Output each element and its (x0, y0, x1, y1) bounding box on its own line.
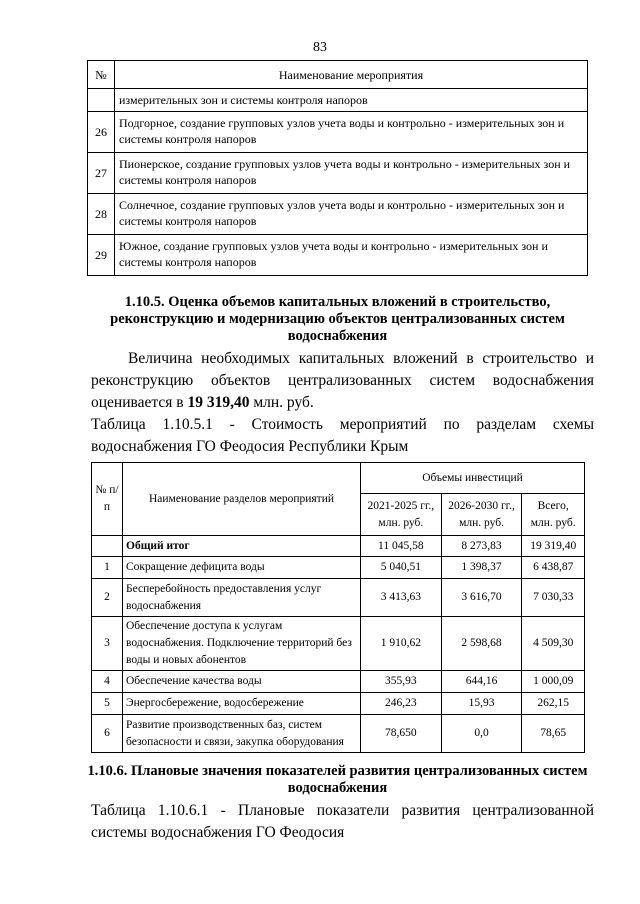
row-name: Бесперебойность предоставления услуг водоснабжения (123, 579, 361, 617)
row-text: Подгорное, создание групповых узлов учета воды и контрольно - измерительных зон и системы контроля напоров (115, 112, 588, 153)
table-row (88, 235, 588, 276)
row-value-2026-2030: 15,93 (441, 693, 522, 715)
row-value-2021-2025: 78,650 (361, 715, 442, 753)
row-number: 27 (88, 153, 115, 194)
table-row (92, 617, 585, 671)
table-caption-1-10-5-1: Таблица 1.10.5.1 - Стоимость мероприятий по разделам схемы водоснабжения ГО Феодосия Республики Крым (91, 416, 594, 455)
row-value-2026-2030: 1 398,37 (441, 557, 522, 579)
row-number: 6 (92, 715, 123, 753)
capex-paragraph-text: Величина необходимых капитальных вложений в строительство и реконструкцию объектов централизованных систем водоснабжения (91, 350, 594, 389)
section-heading-1-10-5: 1.10.5. Оценка объемов капитальных вложений в строительство, реконструкцию и модернизацию объектов централизованных систем водоснабжения (110, 294, 565, 344)
measures-table-header (88, 61, 588, 89)
row-value-total: 4 509,30 (522, 617, 585, 671)
capex-paragraph-prefix: оценивается в (91, 394, 184, 411)
measures-table (87, 60, 588, 276)
investment-table (91, 462, 585, 753)
row-value-total: 19 319,40 (522, 536, 585, 557)
table-row-total (92, 536, 585, 557)
capex-paragraph-amount-line (91, 394, 314, 411)
row-value-2021-2025: 246,23 (361, 693, 442, 715)
row-name: Энергосбережение, водосбережение (123, 693, 361, 715)
row-number: 1 (92, 557, 123, 579)
row-value-2026-2030: 0,0 (441, 715, 522, 753)
table-row (88, 153, 588, 194)
row-value-2026-2030: 2 598,68 (441, 617, 522, 671)
row-number: 26 (88, 112, 115, 153)
column-header-number: № (88, 61, 115, 89)
column-header-section-name: Наименование разделов мероприятий (123, 463, 361, 536)
table-row (92, 693, 585, 715)
row-value-total: 78,65 (522, 715, 585, 753)
column-header-measure-name: Наименование мероприятия (115, 61, 588, 89)
row-text: Пионерское, создание групповых узлов учета воды и контрольно - измерительных зон и системы контроля напоров (115, 153, 588, 194)
table-row (92, 671, 585, 693)
section-heading-1-10-6: 1.10.6. Плановые значения показателей развития централизованных систем водоснабжения (87, 763, 588, 796)
row-number (88, 89, 115, 112)
row-number: 4 (92, 671, 123, 693)
row-number: 29 (88, 235, 115, 276)
capex-paragraph-suffix: млн. руб. (253, 394, 314, 411)
capex-paragraph (91, 348, 594, 414)
row-value-total: 1 000,09 (522, 671, 585, 693)
capex-total-amount: 19 319,40 (187, 394, 250, 411)
row-value-2021-2025: 355,93 (361, 671, 442, 693)
row-value-total: 6 438,87 (522, 557, 585, 579)
row-number (92, 536, 123, 557)
row-text: Солнечное, создание групповых узлов учета воды и контрольно - измерительных зон и системы контроля напоров (115, 194, 588, 235)
table-row (88, 89, 588, 112)
row-value-2026-2030: 8 273,83 (441, 536, 522, 557)
row-name: Развитие производственных баз, систем безопасности и связи, закупка оборудования (123, 715, 361, 753)
row-text: измерительных зон и системы контроля напоров (115, 89, 588, 112)
row-name: Обеспечение качества воды (123, 671, 361, 693)
column-header-period-2021-2025: 2021-2025 гг., млн. руб. (361, 494, 442, 536)
row-value-2021-2025: 1 910,62 (361, 617, 442, 671)
row-value-total: 7 030,33 (522, 579, 585, 617)
table-row (92, 715, 585, 753)
row-value-2026-2030: 3 616,70 (441, 579, 522, 617)
page-number: 83 (313, 40, 327, 55)
column-header-investment-volumes: Объемы инвестиций (361, 463, 585, 494)
table-row (88, 194, 588, 235)
row-number: 28 (88, 194, 115, 235)
row-number: 2 (92, 579, 123, 617)
table-row (88, 112, 588, 153)
row-value-2021-2025: 11 045,58 (361, 536, 442, 557)
table-row (92, 557, 585, 579)
investment-table-header-row (92, 463, 585, 494)
table-row (92, 579, 585, 617)
row-name: Сокращение дефицита воды (123, 557, 361, 579)
row-value-2021-2025: 3 413,63 (361, 579, 442, 617)
column-header-period-2026-2030: 2026-2030 гг., млн. руб. (441, 494, 522, 536)
row-value-2021-2025: 5 040,51 (361, 557, 442, 579)
row-text: Южное, создание групповых узлов учета воды и контрольно - измерительных зон и системы контроля напоров (115, 235, 588, 276)
row-name: Общий итог (123, 536, 361, 557)
row-number: 5 (92, 693, 123, 715)
row-name: Обеспечение доступа к услугам водоснабжения. Подключение территорий без воды и новых абонентов (123, 617, 361, 671)
table-caption-1-10-6-1: Таблица 1.10.6.1 - Плановые показатели развития централизованной системы водоснабжения ГО Феодосия (91, 802, 594, 841)
column-header-total: Всего, млн. руб. (522, 494, 585, 536)
row-value-total: 262,15 (522, 693, 585, 715)
row-number: 3 (92, 617, 123, 671)
column-header-number: № п/п (92, 463, 123, 536)
row-value-2026-2030: 644,16 (441, 671, 522, 693)
